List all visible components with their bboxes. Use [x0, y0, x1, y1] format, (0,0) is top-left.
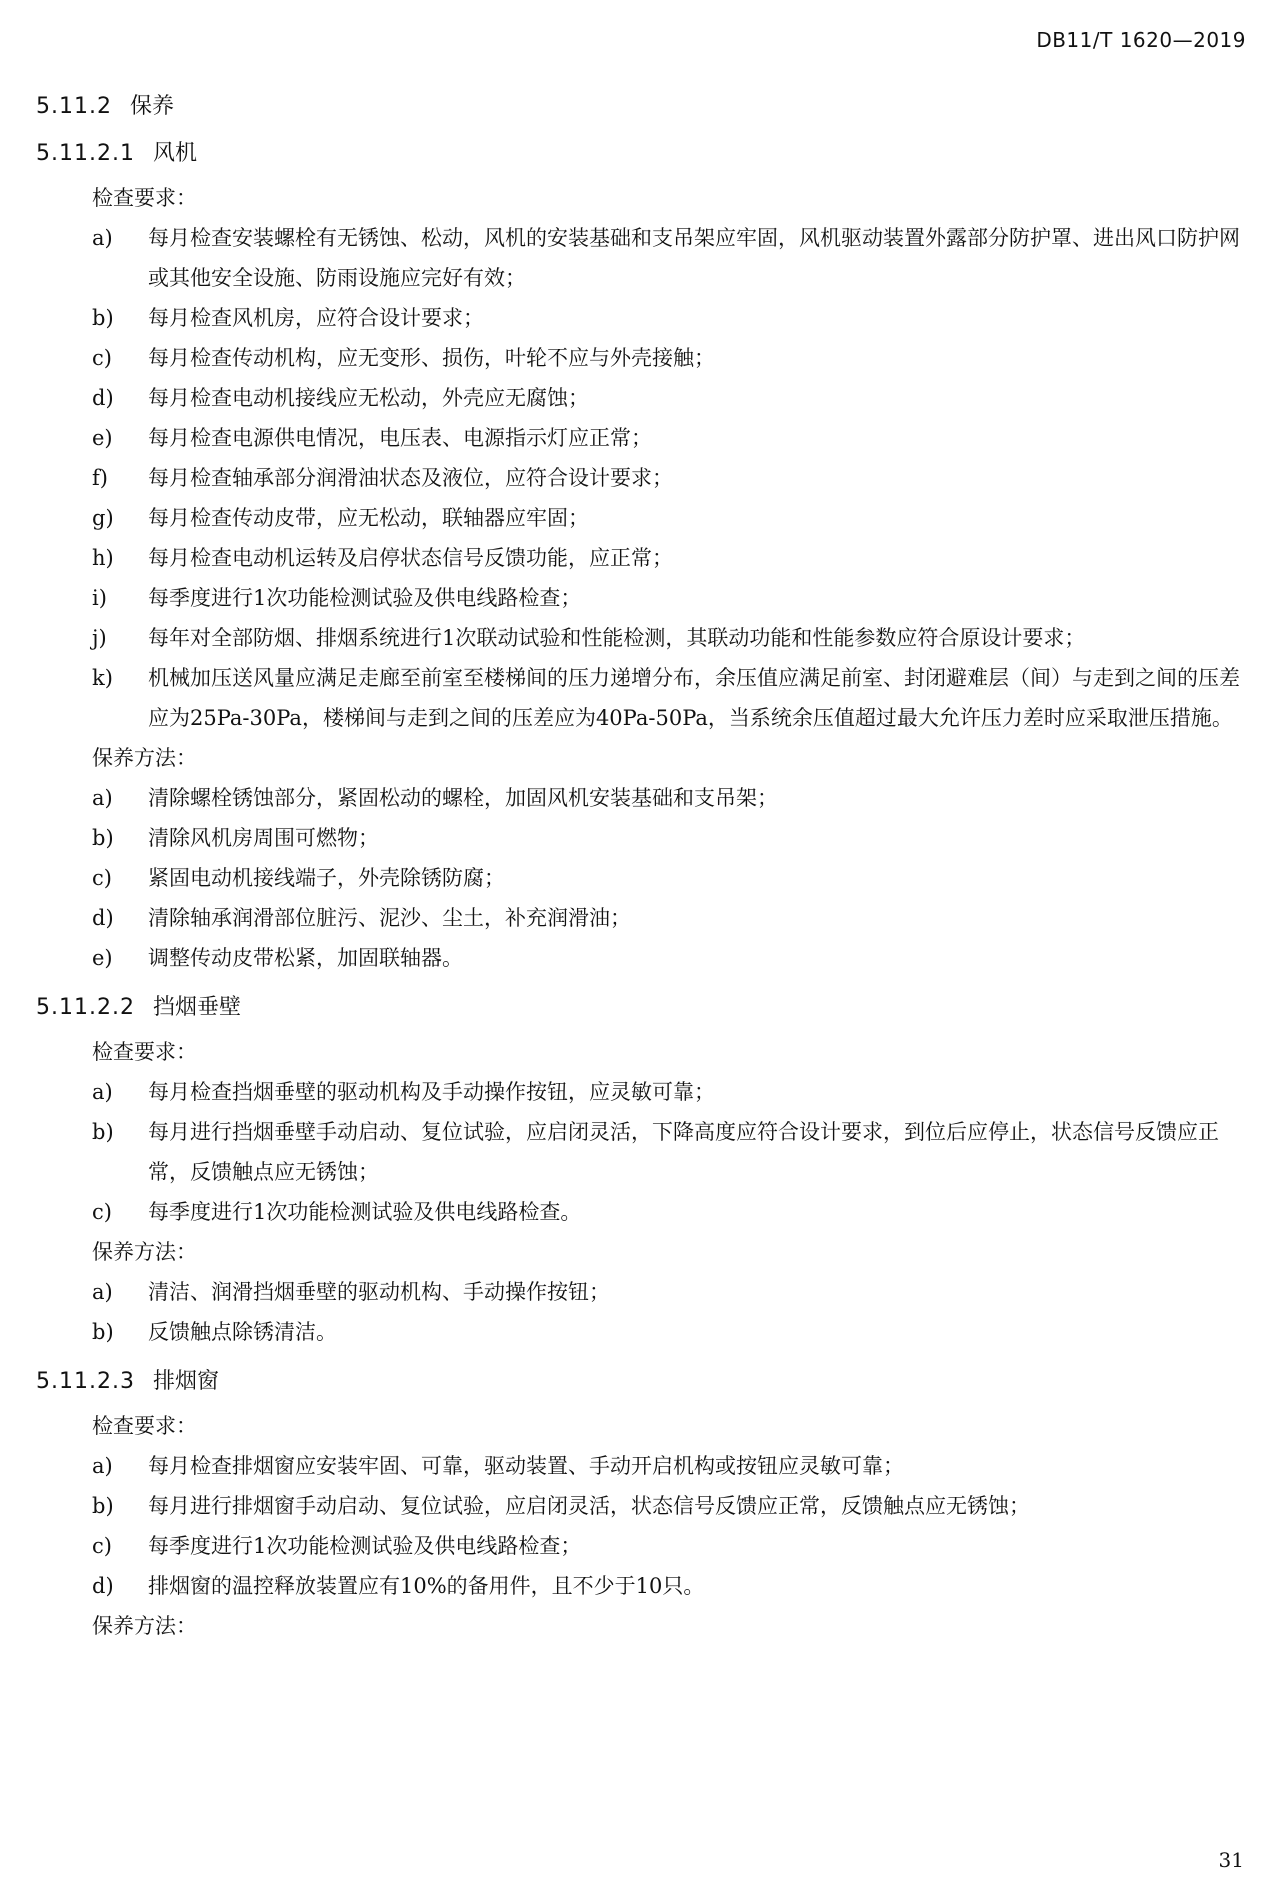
curtain-maintenance-list	[36, 1272, 1251, 1352]
list-item-label: b)	[92, 826, 114, 850]
list-item	[36, 458, 1251, 498]
list-item-label: h)	[92, 546, 114, 570]
list-item-text: 每月检查电动机运转及启停状态信号反馈功能，应正常；	[148, 546, 673, 570]
section-heading-maintenance	[36, 84, 1251, 130]
list-item-text: 清除轴承润滑部位脏污、泥沙、尘土，补充润滑油；	[148, 906, 631, 930]
list-item-label: c)	[92, 346, 112, 370]
list-item	[36, 418, 1251, 458]
list-item	[36, 1272, 1251, 1312]
check-requirements-label: 检查要求：	[92, 1040, 197, 1064]
section-number: 5.11.2.3	[36, 1369, 135, 1394]
curtain-check-list	[36, 1072, 1251, 1232]
list-item-label: i)	[92, 586, 107, 610]
list-item	[36, 498, 1251, 538]
list-item-text: 清除螺栓锈蚀部分，紧固松动的螺栓，加固风机安装基础和支吊架；	[148, 786, 778, 810]
list-item	[36, 378, 1251, 418]
list-item-text: 清除风机房周围可燃物；	[148, 826, 379, 850]
list-item	[36, 778, 1251, 818]
list-item-text: 每月检查风机房，应符合设计要求；	[148, 306, 484, 330]
section-heading-fan	[36, 130, 1251, 178]
list-item-label: b)	[92, 1120, 114, 1144]
section-title: 风机	[152, 141, 197, 166]
list-item	[36, 658, 1251, 738]
window-check-list	[36, 1446, 1251, 1606]
list-item-text: 反馈触点除锈清洁。	[148, 1320, 337, 1344]
list-item-label: b)	[92, 1320, 114, 1344]
list-item-text: 每月检查传动机构，应无变形、损伤，叶轮不应与外壳接触；	[148, 346, 715, 370]
list-item	[36, 578, 1251, 618]
maintenance-method-label: 保养方法：	[92, 1614, 197, 1638]
list-item-label: e)	[92, 946, 113, 970]
list-item-text: 每季度进行1次功能检测试验及供电线路检查；	[148, 1534, 582, 1558]
list-item-text: 每月检查轴承部分润滑油状态及液位，应符合设计要求；	[148, 466, 673, 490]
list-item	[36, 938, 1251, 978]
list-item-text: 每季度进行1次功能检测试验及供电线路检查；	[148, 586, 582, 610]
section-title: 保养	[129, 94, 174, 119]
list-item-text: 每月检查电源供电情况，电压表、电源指示灯应正常；	[148, 426, 652, 450]
section-title: 排烟窗	[152, 1369, 219, 1394]
list-item-label: a)	[92, 786, 113, 810]
list-item	[36, 538, 1251, 578]
maintenance-method-label: 保养方法：	[92, 746, 197, 770]
list-item	[36, 1526, 1251, 1566]
list-item-label: c)	[92, 1200, 112, 1224]
list-item-label: c)	[92, 866, 112, 890]
list-item-text: 清洁、润滑挡烟垂壁的驱动机构、手动操作按钮；	[148, 1280, 610, 1304]
list-item-label: k)	[92, 666, 113, 690]
fan-check-list	[36, 218, 1251, 738]
list-item	[36, 1312, 1251, 1352]
list-item	[36, 1072, 1251, 1112]
list-item-label: a)	[92, 1280, 113, 1304]
section-heading-smoke-curtain	[36, 984, 1251, 1032]
list-item-label: e)	[92, 426, 113, 450]
list-item-label: d)	[92, 1574, 114, 1598]
list-item-text: 排烟窗的温控释放装置应有10%的备用件，且不少于10只。	[148, 1574, 705, 1598]
list-item-label: a)	[92, 1080, 113, 1104]
list-item-label: f)	[92, 466, 108, 490]
document-code: DB11/T 1620—2019	[1036, 28, 1246, 52]
list-item-text: 每月检查安装螺栓有无锈蚀、松动，风机的安装基础和支吊架应牢固，风机驱动装置外露部分防护罩、进出风口防护网或其他安全设施、防雨设施应完好有效；	[148, 226, 1240, 290]
list-item	[36, 298, 1251, 338]
page-number: 31	[1218, 1848, 1244, 1872]
list-item-label: a)	[92, 1454, 113, 1478]
check-requirements-label: 检查要求：	[92, 186, 197, 210]
list-item-text: 每月检查排烟窗应安装牢固、可靠，驱动装置、手动开启机构或按钮应灵敏可靠；	[148, 1454, 904, 1478]
list-item-label: b)	[92, 306, 114, 330]
list-item-label: d)	[92, 386, 114, 410]
list-item	[36, 618, 1251, 658]
list-item-text: 紧固电动机接线端子，外壳除锈防腐；	[148, 866, 505, 890]
maintenance-method-label: 保养方法：	[92, 1240, 197, 1264]
list-item-label: c)	[92, 1534, 112, 1558]
list-item-text: 每年对全部防烟、排烟系统进行1次联动试验和性能检测，其联动功能和性能参数应符合原设计要求；	[148, 626, 1086, 650]
list-item	[36, 1446, 1251, 1486]
list-item	[36, 1566, 1251, 1606]
list-item	[36, 1486, 1251, 1526]
section-heading-smoke-window	[36, 1358, 1251, 1406]
section-number: 5.11.2.1	[36, 141, 135, 166]
list-item-text: 每月检查挡烟垂壁的驱动机构及手动操作按钮，应灵敏可靠；	[148, 1080, 715, 1104]
list-item-text: 机械加压送风量应满足走廊至前室至楼梯间的压力递增分布，余压值应满足前室、封闭避难层（间）与走到之间的压差应为25Pa-30Pa，楼梯间与走到之间的压差应为40Pa-50Pa，当系统余压值超过最大允许压力差时应采取泄压措施。	[148, 666, 1240, 730]
fan-maintenance-list	[36, 778, 1251, 978]
list-item	[36, 338, 1251, 378]
section-number: 5.11.2.2	[36, 995, 135, 1020]
list-item	[36, 898, 1251, 938]
list-item-label: g)	[92, 506, 114, 530]
list-item-label: a)	[92, 226, 113, 250]
list-item-text: 每月进行排烟窗手动启动、复位试验，应启闭灵活，状态信号反馈应正常，反馈触点应无锈蚀；	[148, 1494, 1030, 1518]
check-requirements-label: 检查要求：	[92, 1414, 197, 1438]
list-item-text: 每月进行挡烟垂壁手动启动、复位试验，应启闭灵活，下降高度应符合设计要求，到位后应停止，状态信号反馈应正常，反馈触点应无锈蚀；	[148, 1120, 1219, 1184]
section-number: 5.11.2	[36, 94, 112, 119]
list-item-label: j)	[92, 626, 107, 650]
list-item-label: b)	[92, 1494, 114, 1518]
list-item	[36, 1112, 1251, 1192]
list-item-label: d)	[92, 906, 114, 930]
list-item	[36, 858, 1251, 898]
list-item	[36, 818, 1251, 858]
section-title: 挡烟垂壁	[152, 995, 241, 1020]
list-item-text: 每季度进行1次功能检测试验及供电线路检查。	[148, 1200, 582, 1224]
list-item-text: 每月检查传动皮带，应无松动，联轴器应牢固；	[148, 506, 589, 530]
list-item	[36, 1192, 1251, 1232]
list-item-text: 每月检查电动机接线应无松动，外壳应无腐蚀；	[148, 386, 589, 410]
list-item	[36, 218, 1251, 298]
list-item-text: 调整传动皮带松紧，加固联轴器。	[148, 946, 463, 970]
document-body	[36, 84, 1251, 1646]
